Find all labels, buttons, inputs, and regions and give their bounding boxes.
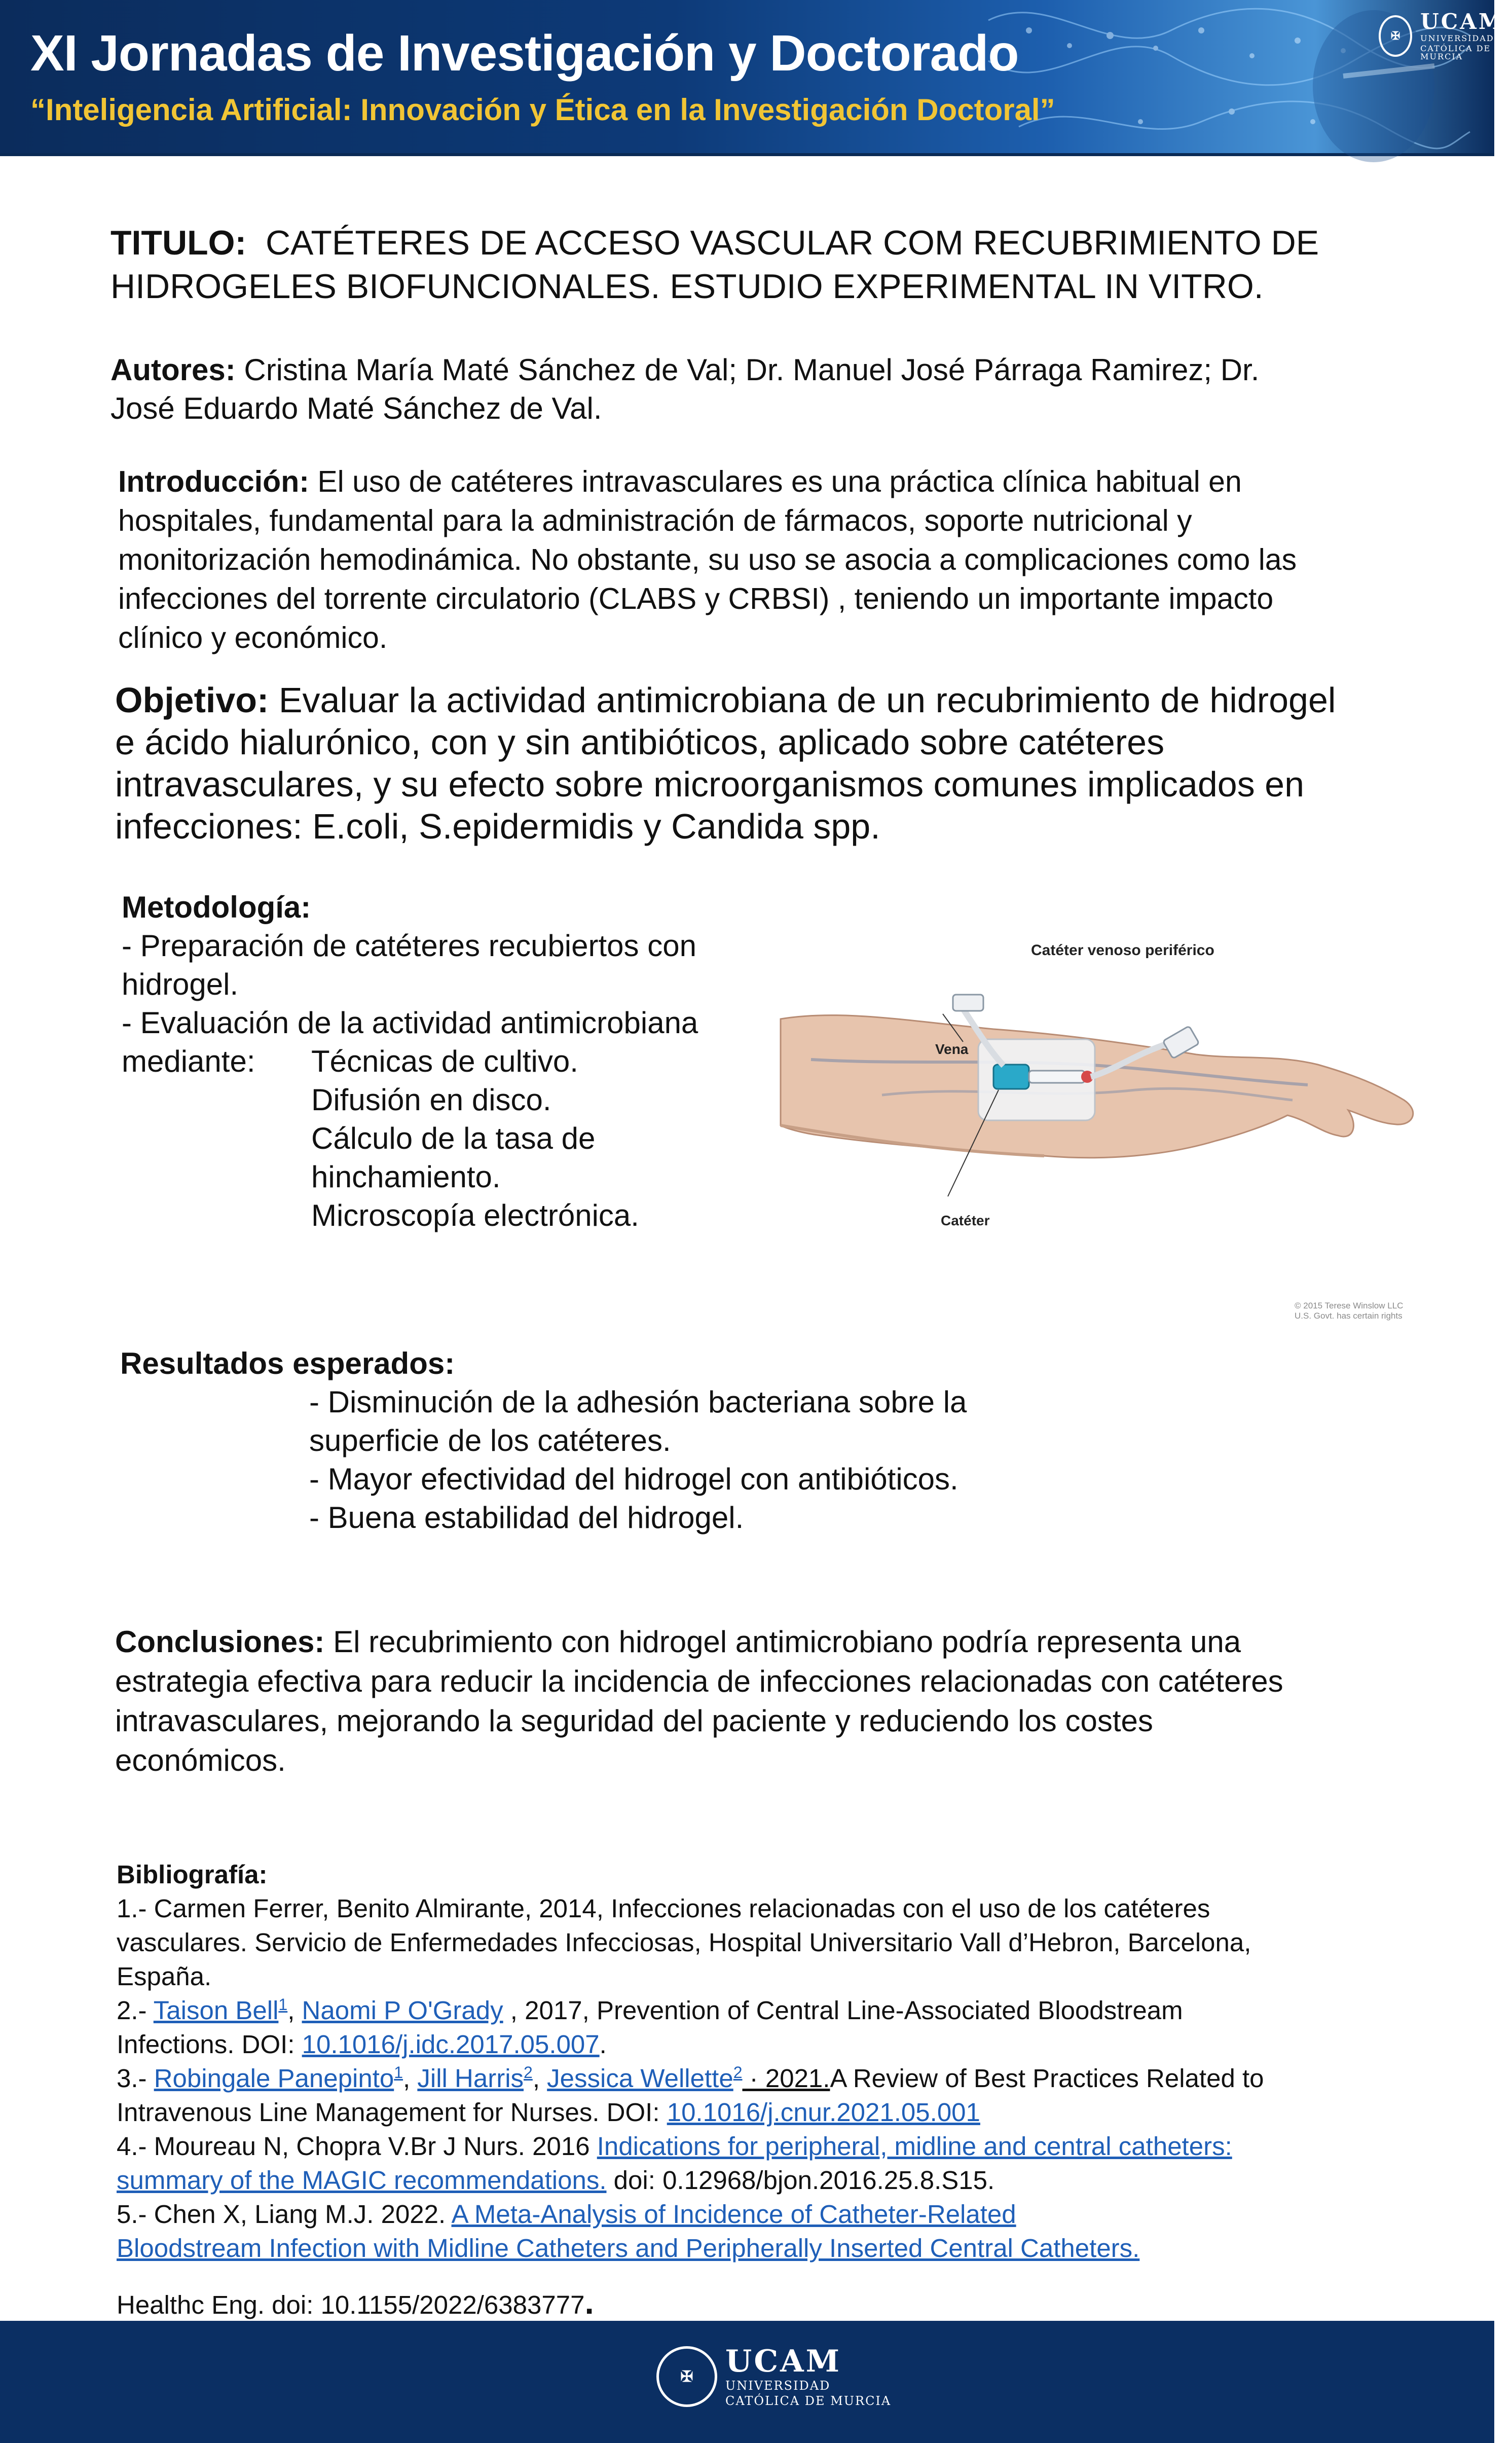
event-subtitle: “Inteligencia Artificial: Innovación y Ética en la Investigación Doctoral” [30,93,1055,127]
results-line4: - Buena estabilidad del hidrogel. [309,1501,744,1535]
methodology-section [122,888,781,1235]
bibliography-label: Bibliografía: [117,1860,268,1889]
methodology-line8: Microscopía electrónica. [311,1198,639,1232]
ucam-logo-top[interactable] [1379,11,1512,61]
conclusions-line1: El recubrimiento con hidrogel antimicrobiano podría representa una [333,1625,1241,1659]
logo-line1: UNIVERSIDAD [1420,33,1494,43]
ref5-line3: Healthc Eng. doi: 10.1155/2022/6383777. [117,2283,594,2321]
ref1-line1: 1.- Carmen Ferrer, Benito Almirante, 2014, Infecciones relacionadas con el uso de los catéteres [117,1894,1210,1923]
conclusions-label: Conclusiones: [115,1625,325,1659]
event-title: XI Jornadas de Investigación y Doctorado [30,25,1019,82]
ref5-title-link-part1[interactable]: A Meta-Analysis of Incidence of Catheter-Related [451,2200,1016,2229]
objective-label: Objetivo: [115,680,269,720]
intro-line3: monitorización hemodinámica. No obstante, su uso se asocia a complicaciones como las [118,543,1297,576]
objective-line2: e ácido hialurónico, con y sin antibióticos, aplicado sobre catéteres [115,722,1165,762]
label-vein: Vena [935,1041,969,1057]
results-line2: superficie de los catéteres. [309,1424,671,1457]
ref3-sup2[interactable]: 2 [524,2063,533,2082]
logo-line2: CATÓLICA DE MURCIA [1420,44,1491,61]
illustration-title: Catéter venoso periférico [1031,942,1214,959]
authors-line1: Cristina María Maté Sánchez de Val; Dr. Manuel José Párraga Ramirez; Dr. [244,353,1260,387]
ref2-sup1[interactable]: 1 [278,1995,288,2014]
results-label: Resultados esperados: [120,1346,455,1380]
ref2-author1-link[interactable]: Taison Bell [153,1996,279,2025]
title-line2: HIDROGELES BIOFUNCIONALES. ESTUDIO EXPERIMENTAL IN VITRO. [110,267,1264,306]
logo-name: UCAM [725,2344,842,2379]
ref1-line3: España. [117,1962,212,1991]
authors-label: Autores: [110,353,236,387]
logo-name: UCAM [1420,9,1504,34]
introduction-section [118,462,1416,658]
ref4-line1: 4.- Moureau N, Chopra V.Br J Nurs. 2016 Indications for peripheral, midline and central catheters: [117,2132,1232,2161]
methodology-line5: Difusión en disco. [311,1083,551,1117]
ucam-seal-icon: ✠ [656,2346,717,2407]
label-catheter: Catéter [941,1213,990,1228]
ref3-year: · 2021. [742,2064,830,2093]
title-line1: CATÉTERES DE ACCESO VASCULAR COM RECUBRIMIENTO DE [265,224,1319,262]
ref2-author2-link[interactable]: Naomi P O'Grady [302,1996,503,2025]
ref2-doi-link[interactable]: 10.1016/j.idc.2017.05.007 [302,2030,600,2059]
ref4-title-link-part1[interactable]: Indications for peripheral, midline and central catheters: [597,2132,1232,2161]
intro-line2: hospitales, fundamental para la administración de fármacos, soporte nutricional y [118,504,1192,537]
objective-section [115,679,1423,848]
objective-line4: infecciones: E.coli, S.epidermidis y Candida spp. [115,807,880,846]
ref3-author2-link[interactable]: Jill Harris [417,2064,524,2093]
methodology-line4: Técnicas de cultivo. [311,1044,578,1078]
logo-line1: UNIVERSIDAD [725,2379,831,2393]
title-label: TITULO: [110,224,247,262]
bibliography-section [117,1857,1445,2265]
ref3-doi-link[interactable]: 10.1016/j.cnur.2021.05.001 [667,2098,980,2127]
results-line3: - Mayor efectividad del hidrogel con antibióticos. [309,1462,958,1496]
ref1-line2: vasculares. Servicio de Enfermedades Infecciosas, Hospital Universitario Vall d’Hebron, Barcelona, [117,1928,1251,1957]
illustration-copyright: © 2015 Terese Winslow LLC U.S. Govt. has certain rights [1295,1301,1404,1321]
ref3-line1: 3.- Robingale Panepinto$^1$, Jill Harris$^2$, Jessica Wellette$^2$ · 2021.A Review of Best Practices Related to [117,2063,1264,2093]
ref4-title-link-part2[interactable]: summary of the MAGIC recommendations. [117,2166,607,2195]
conclusions-section [115,1622,1413,1780]
header-banner [0,0,1504,156]
ref3-sup3[interactable]: 2 [733,2063,743,2082]
ref3-line2: Intravenous Line Management for Nurses. DOI: 10.1016/j.cnur.2021.05.001 [117,2098,980,2127]
methodology-line1: - Preparación de catéteres recubiertos con [122,929,696,963]
intro-line5: clínico y económico. [118,621,388,654]
authors-section [110,351,1408,428]
objective-line1: Evaluar la actividad antimicrobiana de un recubrimiento de hidrogel [278,680,1336,720]
ref5-title-link-part2[interactable]: Bloodstream Infection with Midline Catheters and Peripherally Inserted Central Catheters. [117,2234,1140,2263]
methodology-line7: hinchamiento. [311,1160,501,1194]
conclusions-line3: intravasculares, mejorando la seguridad del paciente y reduciendo los costes [115,1704,1153,1738]
conclusions-line4: económicos. [115,1743,286,1777]
authors-line2: José Eduardo Maté Sánchez de Val. [110,391,602,425]
methodology-line6: Cálculo de la tasa de [311,1121,596,1155]
ucam-logo-bottom[interactable] [656,2346,891,2407]
ref3-author3-link[interactable]: Jessica Wellette [547,2064,733,2093]
ref3-author1-link[interactable]: Robingale Panepinto [154,2064,394,2093]
logo-line2: CATÓLICA DE MURCIA [725,2394,892,2408]
ref5-line2 [117,2231,1445,2265]
objective-line3: intravasculares, y su efecto sobre microorganismos comunes implicados en [115,764,1305,804]
methodology-mediante: mediante: [122,1044,255,1078]
ucam-seal-icon: ✠ [1379,15,1412,57]
methodology-line3: - Evaluación de la actividad antimicrobiana [122,1006,698,1040]
catheter-arm-illustration [781,933,1429,1328]
methodology-label: Metodología: [122,890,311,924]
ref2-line2: Infections. DOI: 10.1016/j.idc.2017.05.007. [117,2030,607,2059]
intro-line4: infecciones del torrente circulatorio (CLABS y CRBSI) , teniendo un importante impacto [118,582,1274,615]
conclusions-line2: estrategia efectiva para reducir la incidencia de infecciones relacionadas con catéteres [115,1664,1283,1698]
poster-title [110,221,1398,308]
intro-line1: El uso de catéteres intravasculares es una práctica clínica habitual en [317,465,1242,498]
results-section [120,1344,1134,1537]
ref5-line1: 5.- Chen X, Liang M.J. 2022. A Meta-Analysis of Incidence of Catheter-Related [117,2200,1016,2229]
ref4-line2: summary of the MAGIC recommendations. doi: 0.12968/bjon.2016.25.8.S15. [117,2166,995,2195]
ref2-line1: 2.- Taison Bell$^1$, Naomi P O'Grady , 2017, Prevention of Central Line-Associated Bloodstream [117,1995,1183,2025]
methodology-line2: hidrogel. [122,967,239,1001]
intro-label: Introducción: [118,465,309,498]
ref3-sup1[interactable]: 1 [394,2063,403,2082]
results-line1: - Disminución de la adhesión bacteriana sobre la [309,1385,967,1419]
